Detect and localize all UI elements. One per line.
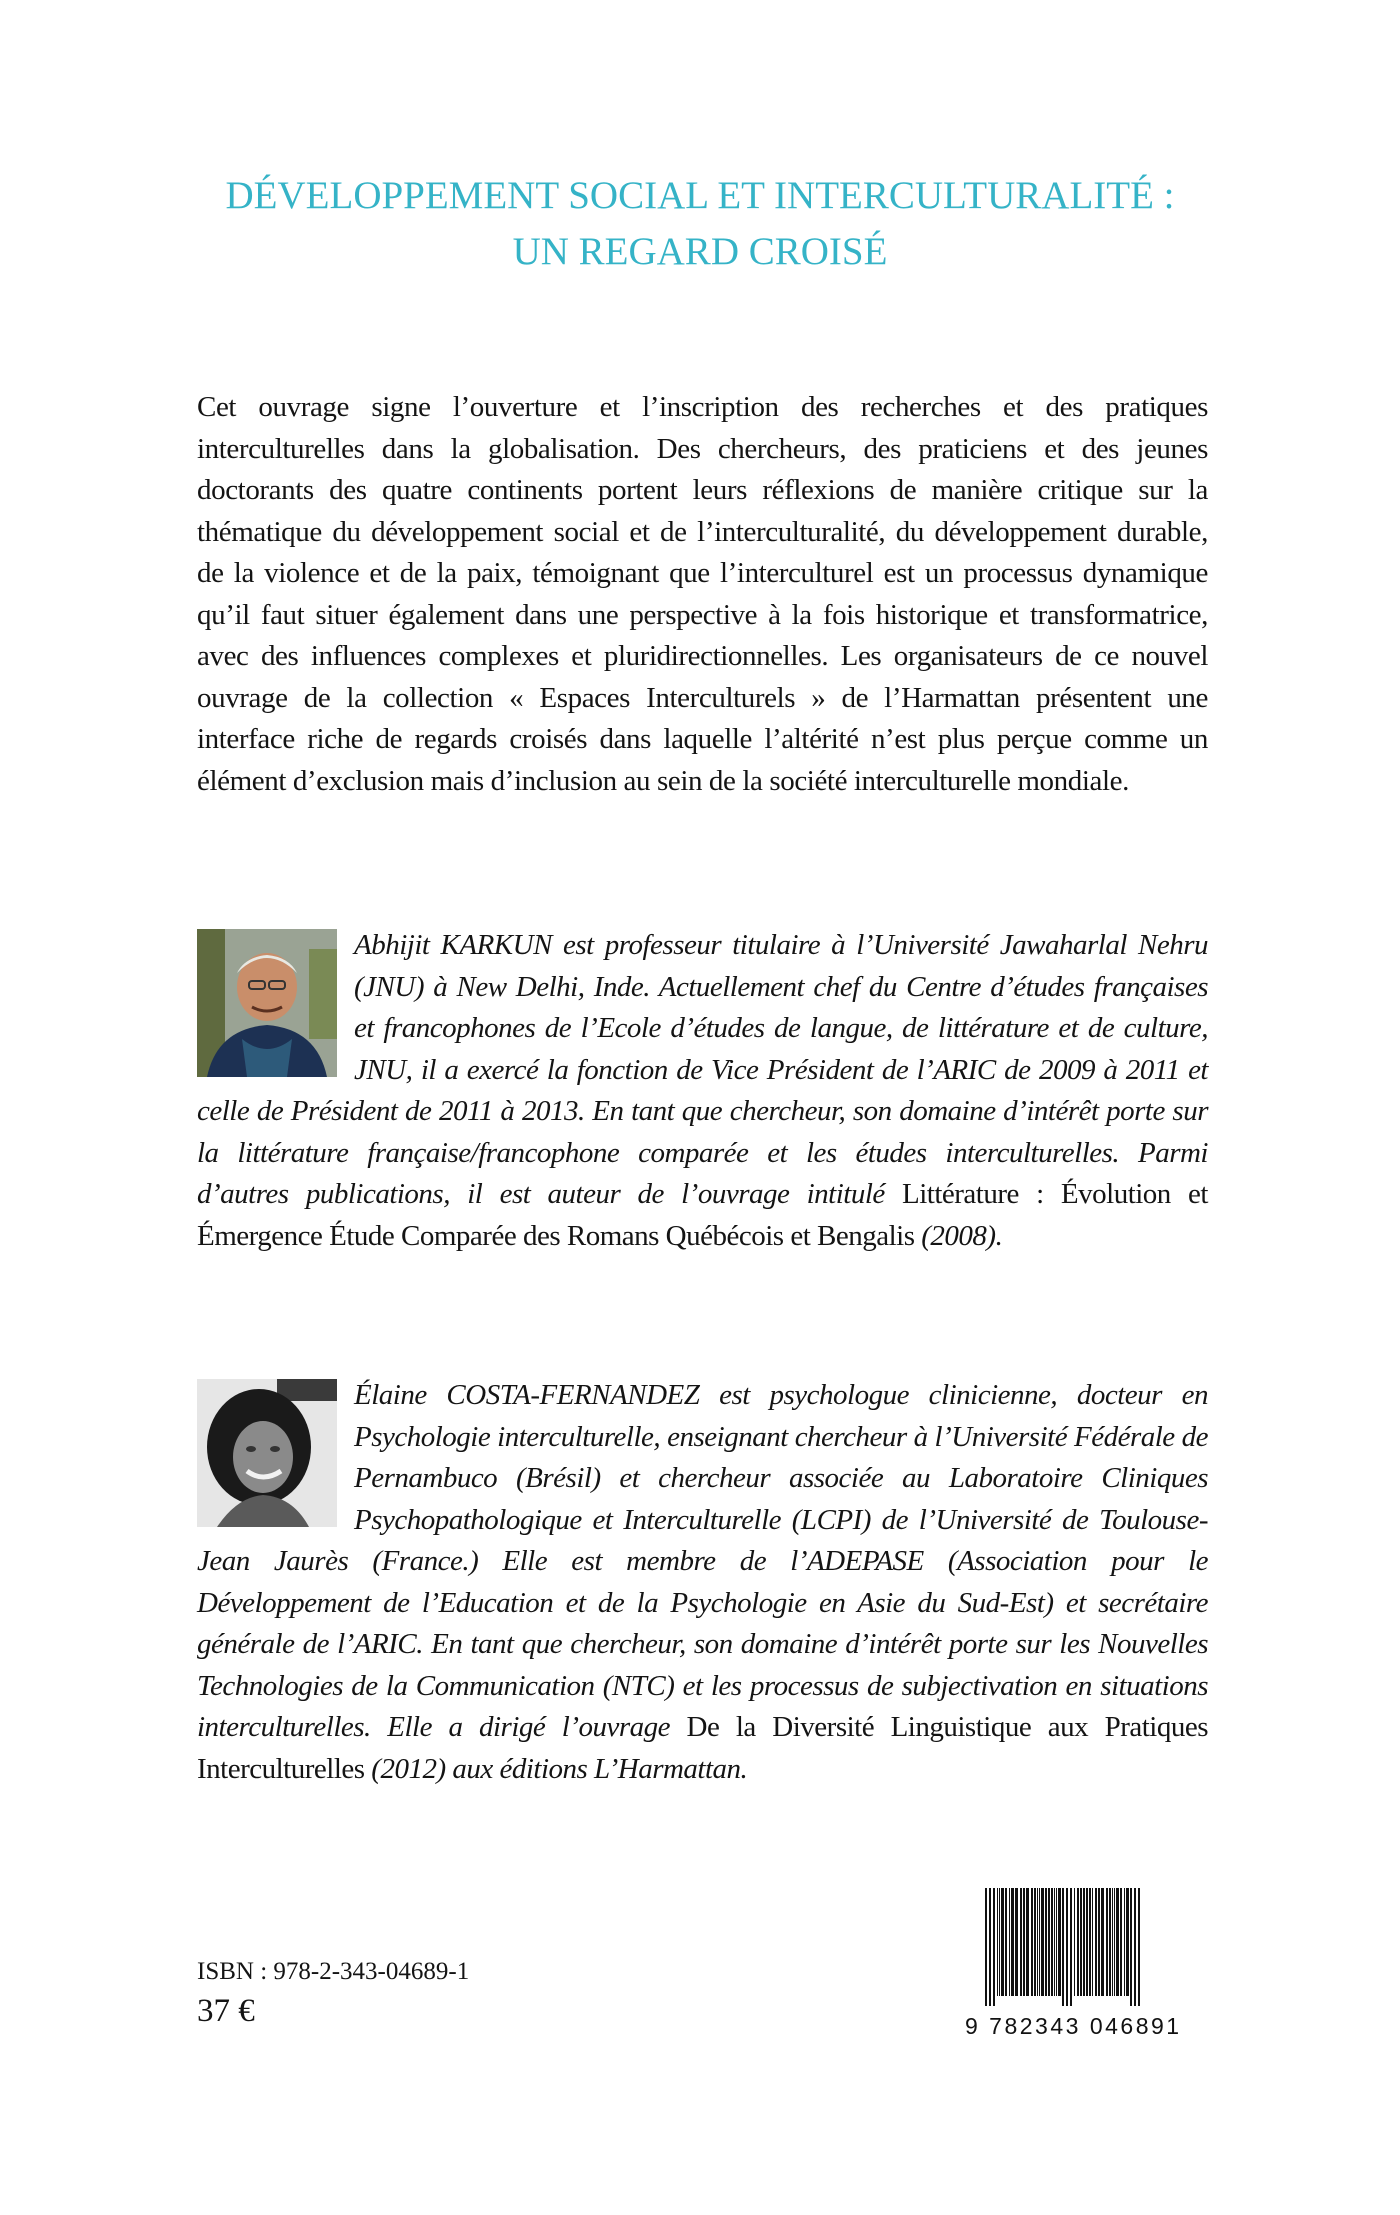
barcode-bar	[1037, 1888, 1038, 1996]
barcode-bar	[1066, 1888, 1068, 2006]
barcode-bar	[1130, 1888, 1132, 2006]
barcode-bar	[1041, 1888, 1044, 1996]
book-title	[0, 168, 1400, 280]
book-title-line-1: DÉVELOPPEMENT SOCIAL ET INTERCULTURALITÉ :	[225, 174, 1175, 217]
barcode-bar	[1054, 1888, 1055, 1996]
book-title-line-2: UN REGARD CROISÉ	[512, 230, 888, 273]
author-bio-costa-book-title: De la Diversité Linguistique aux Pratiques Interculturelles	[197, 1711, 1208, 1785]
barcode-bar	[1062, 1888, 1064, 2006]
barcode-bar	[985, 1888, 987, 2006]
barcode-bar	[1026, 1888, 1029, 1996]
author-bio-costa-text: Élaine COSTA-FERNANDEZ est psychologue clinicienne, docteur en Psychologie interculturelle, enseignant chercheur à l’Université Fédérale de Pernambuco (Brésil) et chercheur associée au Laboratoire Cliniques Psychopathologique et Interculturelle (LCPI) de l’Université de Toulouse-Jean Jaurès (France.) Elle est membre de l’ADEPASE (Association pour le Développement de l’Education et de la Psychologie en Asie du Sud-Est) et secrétaire générale de l’ARIC. En tant que chercheur, son domaine d’intérêt porte sur les Nouvelles Technologies de la Communication (NTC) et les processus de subjectivation en situations interculturelles. Elle a dirigé l’ouvrage	[197, 1379, 1208, 1743]
barcode-bar	[997, 1888, 998, 1996]
barcode-bar	[993, 1888, 995, 2006]
barcode-bars	[910, 1880, 1210, 2010]
barcode-bar	[1023, 1888, 1025, 1996]
author-bio-costa-fernandez	[197, 1375, 1208, 1790]
barcode-bar	[1112, 1888, 1113, 1996]
barcode-bar	[1095, 1888, 1097, 1996]
barcode-bar	[999, 1888, 1000, 1996]
barcode-digits: 9 782343 046891	[965, 2013, 1182, 2039]
barcode-bar	[1124, 1888, 1125, 1996]
barcode-bar	[1120, 1888, 1122, 1996]
barcode-bar	[1109, 1888, 1111, 1996]
barcode-bar	[1101, 1888, 1104, 1996]
barcode-bar	[1126, 1888, 1129, 1996]
barcode-bar	[1056, 1888, 1057, 1996]
barcode-bar	[1015, 1888, 1018, 1996]
barcode-bar	[1074, 1888, 1075, 1996]
barcode-bar	[1070, 1888, 1072, 2006]
barcode-bar	[1080, 1888, 1082, 1996]
barcode	[910, 1880, 1210, 2040]
barcode-bar	[1031, 1888, 1033, 1996]
barcode-bar	[1083, 1888, 1085, 1996]
barcode-bar	[989, 1888, 991, 2006]
barcode-bar	[1077, 1888, 1079, 1996]
author-portrait-man	[197, 929, 337, 1077]
barcode-bar	[1086, 1888, 1088, 1996]
barcode-bar	[1092, 1888, 1093, 1996]
barcode-bar	[1114, 1888, 1115, 1996]
author-bio-karkun-text: Abhijit KARKUN est professeur titulaire à l’Université Jawaharlal Nehru (JNU) à New Delhi, Inde. Actuellement chef du Centre d’études françaises et francophones de l’Ecole d’études de langue, de littérature et de culture, JNU, il a exercé la fonction de Vice Président de l’ARIC de 2009 à 2011 et celle de Président de 2011 à 2013. En tant que chercheur, son domaine d’intérêt porte sur la littérature française/francophone comparée et les études interculturelles. Parmi d’autres publications, il est auteur de l’ouvrage intitulé	[197, 929, 1208, 1210]
barcode-bar	[1134, 1888, 1136, 2006]
book-summary: Cet ouvrage signe l’ouverture et l’inscription des recherches et des pratiques interculturelles dans la globalisation. Des chercheurs, des praticiens et des jeunes doctorants des quatre continents portent leurs réflexions de manière critique sur la thématique du développement social et de l’interculturalité, du développement durable, de la violence et de la paix, témoignant que l’interculturel est un processus dynamique qu’il faut situer également dans une perspective à la fois historique et transformatrice, avec des influences complexes et pluridirectionnelles. Les organisateurs de ce nouvel ouvrage de la collection « Espaces Interculturels » de l’Harmattan présentent une interface riche de regards croisés dans laquelle l’altérité n’est plus perçue comme un élément d’exclusion mais d’inclusion au sein de la société interculturelle mondiale.	[197, 391, 1208, 797]
price: 37 €	[197, 1993, 255, 2029]
barcode-bar	[1138, 1888, 1140, 2006]
barcode-bar	[1039, 1888, 1040, 1996]
author-bio-costa-tail: (2012) aux éditions L’Harmattan.	[364, 1752, 748, 1785]
author-bio-karkun-year: (2008).	[914, 1219, 1003, 1252]
barcode-bar	[1045, 1888, 1047, 1996]
barcode-bar	[1116, 1888, 1119, 1996]
barcode-bar	[1048, 1888, 1050, 1996]
author-photo-karkun	[197, 929, 337, 1077]
barcode-bar	[1020, 1888, 1022, 1996]
barcode-bar	[1011, 1888, 1014, 1996]
barcode-bar	[1009, 1888, 1010, 1996]
barcode-bar	[1058, 1888, 1061, 1996]
barcode-bar	[1098, 1888, 1100, 1996]
author-portrait-woman	[197, 1379, 337, 1527]
author-bio-karkun-book-title: Littérature : Évolution et Émergence Étude Comparée des Romans Québécois et Bengalis	[197, 1178, 1208, 1252]
isbn: ISBN : 978-2-343-04689-1	[197, 1958, 470, 1985]
author-photo-costa-fernandez	[197, 1379, 337, 1527]
author-bio-karkun	[197, 925, 1208, 1257]
barcode-bar	[1106, 1888, 1108, 1996]
barcode-bar	[1089, 1888, 1091, 1996]
barcode-bar	[1001, 1888, 1004, 1996]
barcode-bar	[1051, 1888, 1053, 1996]
barcode-bar	[1005, 1888, 1007, 1996]
barcode-bar	[1034, 1888, 1036, 1996]
